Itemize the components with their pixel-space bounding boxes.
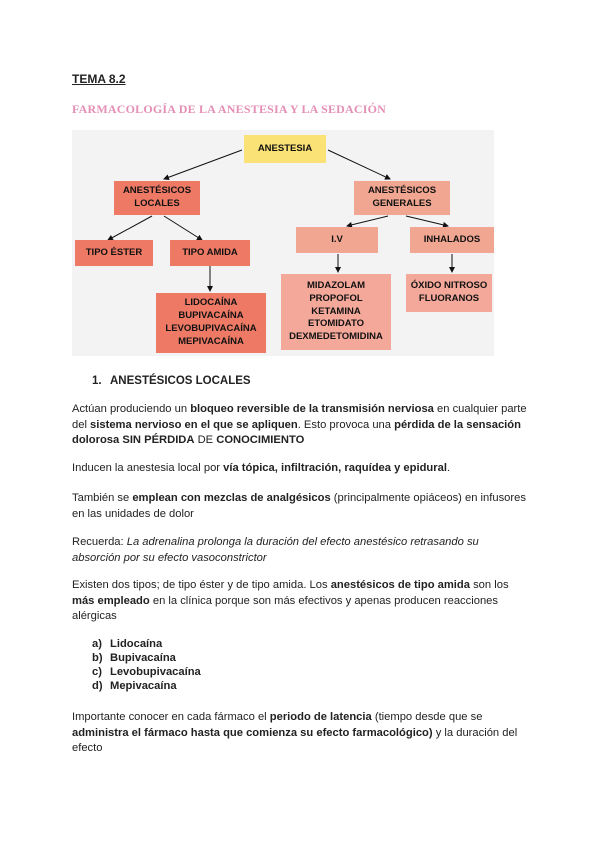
amide-type-node	[170, 240, 250, 266]
inhaled-node	[410, 227, 494, 253]
list-item: b) Bupivacaína	[92, 652, 176, 664]
list-item: a) Lidocaína	[92, 638, 163, 650]
ester-type-node	[75, 240, 153, 266]
iv-drug: ETOMIDATO	[308, 318, 364, 330]
inhaled-label: INHALADOS	[423, 233, 481, 245]
section-title: ANESTÉSICOS LOCALES	[110, 375, 251, 387]
iv-node	[296, 227, 378, 253]
iv-drug: DEXMEDETOMIDINA	[289, 331, 383, 343]
topic-number: TEMA 8.2	[72, 72, 126, 86]
paragraph-latency: Importante conocer en cada fármaco el periodo de latencia (tiempo desde que se administra el fármaco hasta que comienza su efecto farmacológico) y la duración del efecto	[72, 711, 518, 754]
paragraph-mechanism: Actúan produciendo un bloqueo reversible de la transmisión nerviosa en cualquier parte del sistema nervioso en el que se apliquen. Esto provoca una pérdida de la sensación dolorosa SIN PÉRDIDA DE CONOCIMIENTO	[72, 403, 527, 446]
inhaled-drugs-node	[406, 274, 492, 312]
amide-drugs-node	[156, 293, 266, 353]
amide-drug: BUPIVACAÍNA	[178, 310, 244, 322]
iv-drug: PROPOFOL	[309, 292, 363, 304]
page-subtitle: FARMACOLOGÍA DE LA ANESTESIA Y LA SEDACIÓN	[72, 102, 387, 116]
local-anesthetics-node	[114, 181, 200, 215]
paragraph-types: Existen dos tipos; de tipo éster y de tipo amida. Los anestésicos de tipo amida son los más empleado en la clínica porque son más efectivos y apenas producen reacciones alérgicas	[72, 579, 509, 622]
general-anesthetics-node	[354, 181, 450, 215]
inhaled-drug: FLUORANOS	[418, 293, 480, 304]
drug-list	[92, 637, 201, 693]
general-label-2: GENERALES	[372, 198, 432, 209]
amide-label: TIPO AMIDA	[182, 246, 238, 258]
anesthesia-concept-map	[72, 130, 494, 356]
local-label-1: ANESTÉSICOS	[122, 185, 192, 197]
paragraph-reminder: Recuerda: La adrenalina prolonga la duración del efecto anestésico retrasando su absorción por su efecto vasoconstrictor	[72, 536, 479, 564]
list-item: c) Levobupivacaína	[92, 666, 201, 678]
general-label-1: ANESTÉSICOS	[367, 185, 437, 197]
section-heading	[92, 375, 251, 387]
root-node	[244, 135, 326, 163]
paragraph-mixtures: También se emplean con mezclas de analgésicos (principalmente opiáceos) en infusores en las unidades de dolor	[72, 492, 526, 520]
local-label-2: LOCALES	[134, 198, 180, 209]
iv-drug: MIDAZOLAM	[306, 279, 366, 291]
paragraph-routes: Inducen la anestesia local por vía tópica, infiltración, raquídea y epidural.	[72, 462, 451, 474]
list-item: d) Mepivacaína	[92, 680, 177, 692]
amide-drug: LEVOBUPIVACAÍNA	[165, 323, 257, 334]
iv-drugs-node	[281, 274, 391, 350]
section-number: 1.	[92, 375, 102, 387]
amide-drug: MEPIVACAÍNA	[178, 335, 244, 347]
root-label: ANESTESIA	[257, 142, 313, 154]
iv-drug: KETAMINA	[311, 305, 361, 317]
ester-label: TIPO ÉSTER	[85, 246, 143, 258]
iv-label: I.V	[331, 233, 343, 245]
inhaled-drug: ÓXIDO NITROSO	[410, 280, 488, 292]
amide-drug: LIDOCAÍNA	[184, 297, 238, 309]
